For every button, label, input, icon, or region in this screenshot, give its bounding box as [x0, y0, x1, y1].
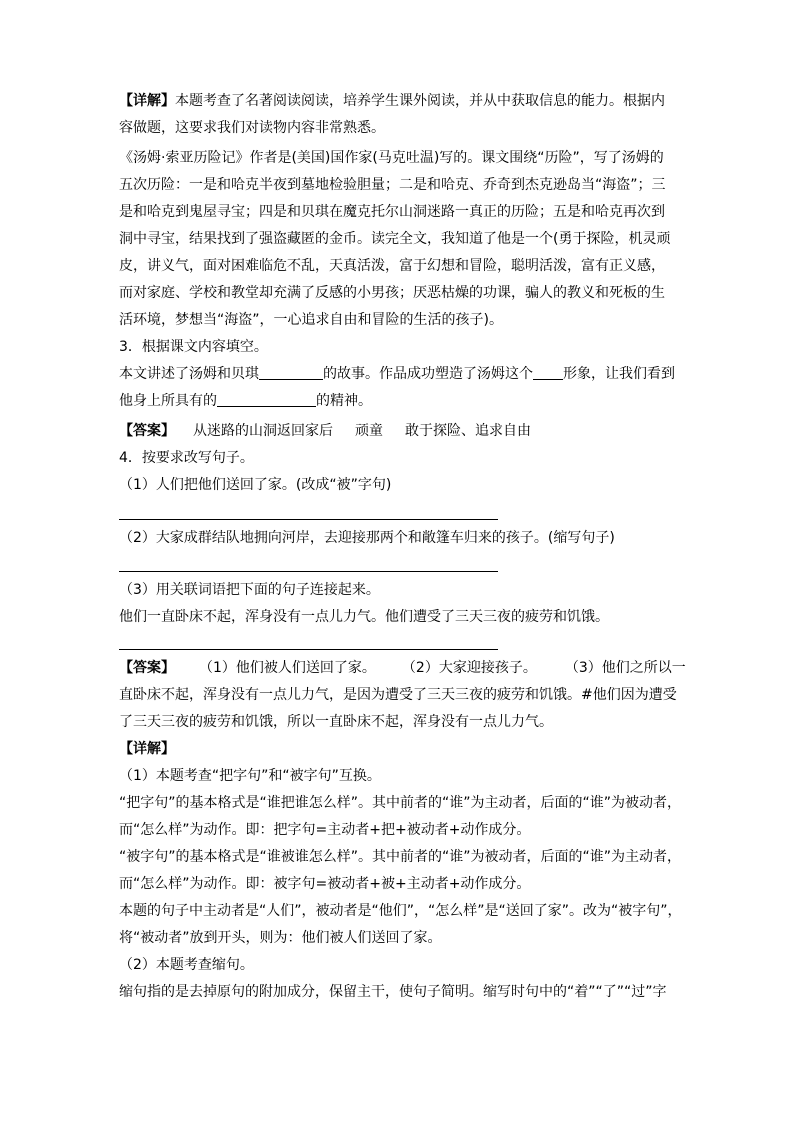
- answer-4: 【答案】 （1）他们被人们送回了家。 （2）大家迎接孩子。 （3）他们之所以一: [119, 660, 686, 676]
- answer-label: 【答案】: [119, 423, 175, 439]
- answer-label: 【答案】: [119, 660, 175, 676]
- summary-line: 《汤姆·索亚历险记》作者是(美国)国作家(马克吐温)写的。课文围绕“历险”，写了汤姆的: [119, 150, 664, 166]
- answer-line[interactable]: [119, 519, 498, 520]
- detail-line: （2）本题考查缩句。: [119, 957, 254, 973]
- question-4-sentence: 他们一直卧床不起，浑身没有一点儿力气。他们遭受了三天三夜的疲劳和饥饿。: [119, 609, 609, 625]
- fill-blank[interactable]: [533, 365, 563, 380]
- question-4-title: 4．按要求改写句子。: [119, 450, 254, 466]
- summary-line: 而对家庭、学校和教堂却充满了反感的小男孩；厌恶枯燥的功课，骗人的教义和死板的生: [119, 285, 665, 301]
- answer-3: 【答案】 从迷路的山洞返回家后 顽童 敢于探险、追求自由: [119, 423, 531, 439]
- detail-line: 而“怎么样”为动作。即：被字句=被动者+被+主动者+动作成分。: [119, 876, 531, 892]
- detail-line: 而“怎么样”为动作。即：把字句=主动者+把+被动者+动作成分。: [119, 822, 531, 838]
- answer-line[interactable]: [119, 649, 498, 650]
- fill-blank[interactable]: [217, 392, 316, 407]
- detail-line: 缩句指的是去掉原句的附加成分，保留主干，使句子简明。缩写时句中的“着”“了”“过”字: [119, 984, 667, 1000]
- answer-4-line: 直卧床不起，浑身没有一点儿力气，是因为遭受了三天三夜的疲劳和饥饿。#他们因为遭受: [119, 687, 677, 703]
- question-3-title: 3．根据课文内容填空。: [119, 339, 268, 355]
- detail-label: 【详解】: [119, 741, 175, 757]
- question-4-item: （1）人们把他们送回了家。(改成“被”字句): [119, 477, 392, 493]
- summary-line: 是和哈克到鬼屋寻宝；四是和贝琪在魔克托尔山洞迷路一真正的历险；五是和哈克再次到: [119, 204, 665, 220]
- summary-line: 五次历险：一是和哈克半夜到墓地检验胆量；二是和哈克、乔奇到杰克逊岛当“海盗”；三: [119, 177, 666, 193]
- question-3-line: 他身上所具有的 的精神。: [119, 393, 372, 409]
- detail-line: “把字句”的基本格式是“谁把谁怎么样”。其中前者的“谁”为主动者，后面的“谁”为被动者，: [119, 795, 682, 811]
- summary-line: 皮，讲义气，面对困难临危不乱，天真活泼，富于幻想和冒险，聪明活泼，富有正义感，: [119, 258, 665, 274]
- question-4-item: （2）大家成群结队地拥向河岸，去迎接那两个和敞篷车归来的孩子。(缩写句子): [119, 530, 615, 546]
- detail-line: “被字句”的基本格式是“谁被谁怎么样”。其中前者的“谁”为被动者，后面的“谁”为主动者，: [119, 849, 682, 865]
- detail-paragraph-line: 【详解】本题考查了名著阅读阅读，培养学生课外阅读，并从中获取信息的能力。根据内: [119, 93, 665, 109]
- detail-label: 【详解】: [119, 93, 175, 109]
- answer-4-line: 了三天三夜的疲劳和饥饿，所以一直卧床不起，浑身没有一点儿力气。: [119, 714, 553, 730]
- answer-line[interactable]: [119, 571, 498, 572]
- summary-line: 洞中寻宝，结果找到了强盗藏匿的金币。读完全文，我知道了他是一个(勇于探险，机灵顽: [119, 231, 671, 247]
- detail-paragraph-line: 容做题，这要求我们对读物内容非常熟悉。: [119, 120, 385, 136]
- fill-blank[interactable]: [259, 365, 323, 380]
- detail-line: （1）本题考查“把字句”和“被字句”互换。: [119, 768, 381, 784]
- detail-line: 本题的句子中主动者是“人们”，被动者是“他们”，“怎么样”是“送回了家”。改为“被字句”，: [119, 903, 682, 919]
- question-3-line: 本文讲述了汤姆和贝琪 的故事。作品成功塑造了汤姆这个 形象，让我们看到: [119, 366, 675, 382]
- question-4-item: （3）用关联词语把下面的句子连接起来。: [119, 582, 380, 598]
- detail-line: 将“被动者”放到开头，则为：他们被人们送回了家。: [119, 930, 442, 946]
- summary-line: 活环境，梦想当“海盗”，一心追求自由和冒险的生活的孩子)。: [119, 312, 503, 328]
